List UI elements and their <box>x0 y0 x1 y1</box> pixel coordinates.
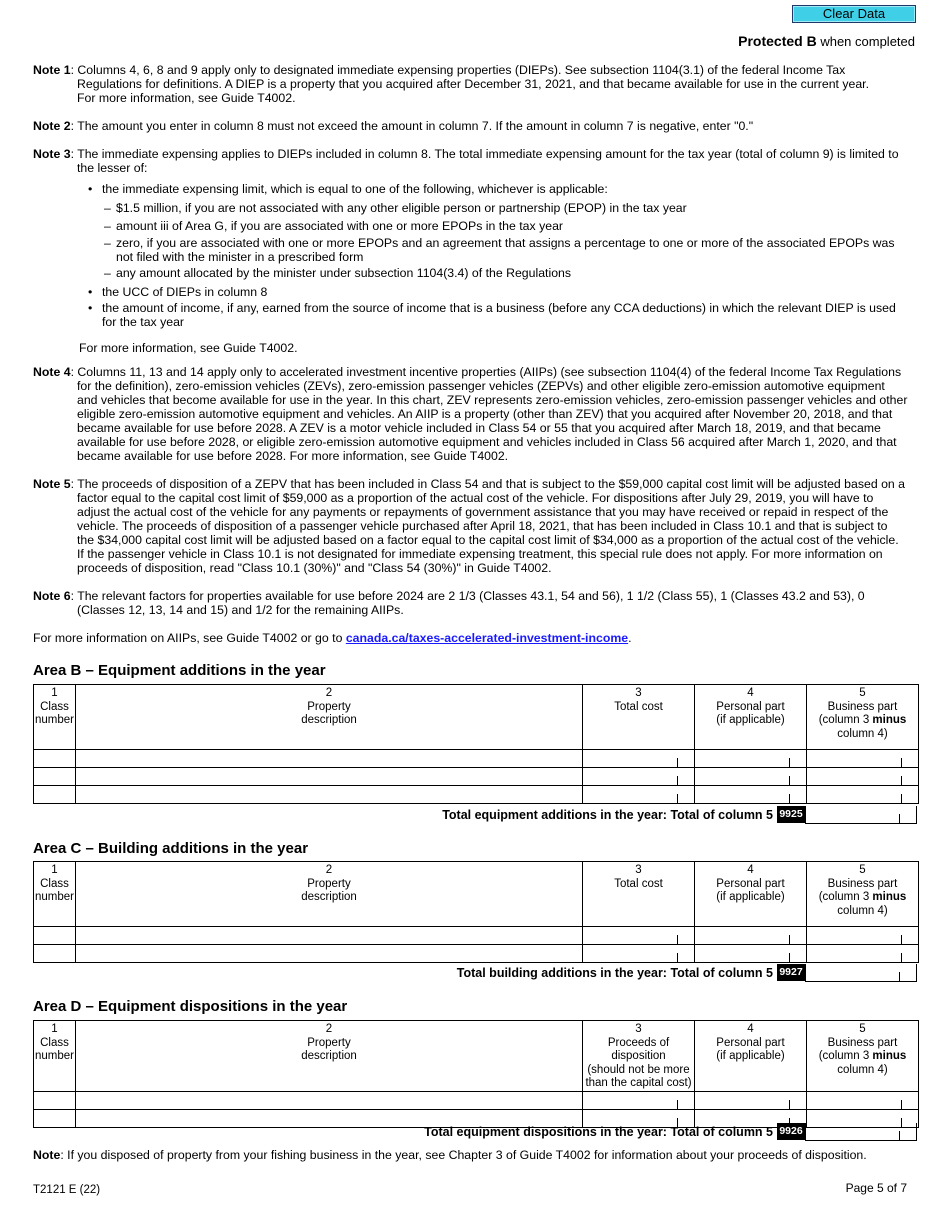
business-part-input[interactable] <box>807 750 919 768</box>
table-header-row <box>34 685 919 750</box>
total-cost-input[interactable] <box>583 945 695 963</box>
proceeds-input[interactable] <box>583 1091 695 1109</box>
property-description-input[interactable] <box>76 945 583 963</box>
note-5-line: proceeds of disposition, read "Class 10.1 (30%)" and "Class 54 (30%)" in Guide T4002. <box>77 561 552 575</box>
note-6-line: : The relevant factors for properties available for use before 2024 are 2 1/3 (Classes 43.1, 54 and 56), 1 1/2 (Class 55), 1 (Classes 43.2 and 53), 0 <box>70 589 865 603</box>
property-description-input[interactable] <box>76 786 583 804</box>
note-5-line: If the passenger vehicle in Class 10.1 is not designated for immediate expensing treatment, this special rule does not apply. For more information on <box>77 547 883 561</box>
business-part-input[interactable] <box>807 768 919 786</box>
note-5-label: Note 5 <box>33 477 71 491</box>
property-description-input[interactable] <box>76 927 583 945</box>
note-4-line: for the definition), zero-emission vehicles (ZEVs), zero-emission passenger vehicles (ZEPVs) and other eligible zero-emission automotive equipment <box>77 379 885 393</box>
area-d-table <box>33 1020 919 1128</box>
area-d-title: Area D – Equipment dispositions in the year <box>33 998 348 1015</box>
col-personal-part: 4 Personal part (if applicable) <box>695 862 807 927</box>
aiip-text: For more information on AIIPs, see Guide T4002 or go to <box>33 631 346 645</box>
page-number: Page 5 of 7 <box>845 1181 907 1195</box>
personal-part-input[interactable] <box>695 768 807 786</box>
note-5 <box>33 477 923 575</box>
class-number-input[interactable] <box>34 945 76 963</box>
class-number-input[interactable] <box>34 927 76 945</box>
note-3-more-info: For more information, see Guide T4002. <box>79 341 298 355</box>
note-3-bullet-2: • the UCC of DIEPs in column 8 <box>88 285 268 299</box>
bullet-text-cont: for the tax year <box>102 315 185 329</box>
bullet-text: the amount of income, if any, earned from the source of income that is a business (before any CCA deductions) in which the relevant DIEP is used <box>102 301 896 315</box>
col-property-description: 2 Property description <box>76 1021 583 1092</box>
area-d-line-code: 9926 <box>777 1123 805 1140</box>
note-6-label: Note 6 <box>33 589 71 603</box>
table-row <box>34 945 919 963</box>
table-header-row <box>34 1021 919 1092</box>
note-3-dash-3: – zero, if you are associated with one or more EPOPs and an agreement that assigns a percentage to one or more of the associated EPOPs was not filed with the minister in a prescribed form <box>104 236 895 264</box>
note-2-text: : The amount you enter in column 8 must not exceed the amount in column 7. If the amount in column 7 is negative, enter "0." <box>70 119 754 133</box>
note-3-bullet-1: • the immediate expensing limit, which is equal to one of the following, whichever is applicable: <box>88 182 608 196</box>
area-c-total-row <box>33 964 918 982</box>
class-number-input[interactable] <box>34 786 76 804</box>
dash-text: $1.5 million, if you are not associated with any other eligible person or partnership (EPOP) in the tax year <box>116 201 687 215</box>
col-personal-part: 4 Personal part (if applicable) <box>695 1021 807 1092</box>
note-2-label: Note 2 <box>33 119 71 133</box>
note-3-bullet-3: • the amount of income, if any, earned from the source of income that is a business (before any CCA deductions) in which the relevant DIEP is used for the tax year <box>88 301 896 329</box>
note-1-text-3: For more information, see Guide T4002. <box>77 91 296 105</box>
col-total-cost: 3 Total cost <box>583 685 695 750</box>
table-header-row <box>34 862 919 927</box>
protected-suffix: when completed <box>816 34 915 49</box>
dash-text: any amount allocated by the minister under subsection 1104(3.4) of the Regulations <box>116 266 572 280</box>
bottom-note-text: : If you disposed of property from your fishing business in the year, see Chapter 3 of Guide T4002 for information about your proceeds of disposition. <box>60 1148 867 1162</box>
col-business-part: 5 Business part (column 3 minus column 4) <box>807 1021 919 1092</box>
note-4-line: became available for use before 2028. For more information, see Guide T4002. <box>77 449 509 463</box>
protected-status <box>738 34 915 49</box>
area-d-total-field[interactable] <box>805 1123 917 1141</box>
dash-text: amount iii of Area G, if you are associated with one or more EPOPs in the tax year <box>116 219 564 233</box>
col-property-description: 2 Property description <box>76 685 583 750</box>
note-4-label: Note 4 <box>33 365 71 379</box>
col-proceeds-of-disposition: 3 Proceeds of disposition (should not be more than the capital cost) <box>583 1021 695 1092</box>
area-d-total-row <box>33 1123 918 1141</box>
note-2 <box>33 119 918 133</box>
class-number-input[interactable] <box>34 750 76 768</box>
property-description-input[interactable] <box>76 768 583 786</box>
property-description-input[interactable] <box>76 1091 583 1109</box>
note-3-text: : The immediate expensing applies to DIEPs included in column 8. The total immediate expensing amount for the tax year (total of column 9) is limited to <box>70 147 899 161</box>
property-description-input[interactable] <box>76 750 583 768</box>
note-4 <box>33 365 923 463</box>
col-business-part: 5 Business part (column 3 minus column 4) <box>807 862 919 927</box>
note-5-line: : The proceeds of disposition of a ZEPV that has been included in Class 54 and that is subject to the $59,000 capital cost limit will be adjusted based on a <box>70 477 906 491</box>
protected-level: Protected B <box>738 33 817 49</box>
col-class-number: 1 Class number <box>34 1021 76 1092</box>
col-property-description: 2 Property description <box>76 862 583 927</box>
area-c-total-label: Total building additions in the year: Total of column 5 <box>456 966 773 980</box>
note-4-line: : Columns 11, 13 and 14 apply only to accelerated investment incentive properties (AIIPs) (see subsection 1104(4) of the federal Income Tax Regulations <box>70 365 902 379</box>
note-3-label: Note 3 <box>33 147 71 161</box>
area-d-total-label: Total equipment dispositions in the year: Total of column 5 <box>424 1125 773 1139</box>
note-3 <box>33 147 918 175</box>
col-class-number: 1 Class number <box>34 685 76 750</box>
bottom-note-label: Note <box>33 1148 61 1162</box>
area-b-total-field[interactable] <box>805 806 917 824</box>
note-1-label: Note 1 <box>33 63 71 77</box>
total-cost-input[interactable] <box>583 786 695 804</box>
table-row <box>34 927 919 945</box>
class-number-input[interactable] <box>34 768 76 786</box>
area-b-total-label: Total equipment additions in the year: Total of column 5 <box>442 808 773 822</box>
area-c-table <box>33 861 919 963</box>
table-row <box>34 768 919 786</box>
total-cost-input[interactable] <box>583 768 695 786</box>
aiip-period: . <box>628 631 632 645</box>
class-number-input[interactable] <box>34 1091 76 1109</box>
note-3-dash-2: – amount iii of Area G, if you are associated with one or more EPOPs in the tax year <box>104 219 564 233</box>
table-row <box>34 750 919 768</box>
note-5-line: factor equal to the capital cost limit of $59,000 as a proportion of the actual cost of the vehicle. For dispositions after July 29, 2019, you will have to <box>77 491 874 505</box>
note-3-dash-1: – $1.5 million, if you are not associated with any other eligible person or partnership (EPOP) in the tax year <box>104 201 687 215</box>
aiip-link[interactable]: canada.ca/taxes-accelerated-investment-income <box>345 631 629 645</box>
personal-part-input[interactable] <box>695 945 807 963</box>
business-part-input[interactable] <box>807 927 919 945</box>
total-cost-input[interactable] <box>583 927 695 945</box>
note-6-line: (Classes 12, 13, 14 and 15) and 1/2 for the remaining AIIPs. <box>77 603 404 617</box>
personal-part-input[interactable] <box>695 1091 807 1109</box>
note-1-text-2: Regulations for definitions. A DIEP is a property that you acquired after December 31, 2021, and that became available for use in the current year. <box>77 77 870 91</box>
note-4-line: available for use before 2028, or eligible zero-emission automotive equipment and vehicles included in Class 56 acquired after March 1, 2020, and that <box>77 435 897 449</box>
note-3-dash-4: – any amount allocated by the minister under subsection 1104(3.4) of the Regulations <box>104 266 572 280</box>
note-5-line: adjust the actual cost of the vehicle for any payments or repayments of government assistance that you may have received or repaid in respect of the <box>77 505 889 519</box>
note-1-text: : Columns 4, 6, 8 and 9 apply only to designated immediate expensing properties (DIEPs). See subsection 1104(3.1) of the federal Income Tax <box>70 63 846 77</box>
total-cost-input[interactable] <box>583 750 695 768</box>
area-b-table <box>33 684 919 804</box>
area-c-line-code: 9927 <box>777 964 805 981</box>
col-personal-part: 4 Personal part (if applicable) <box>695 685 807 750</box>
personal-part-input[interactable] <box>695 786 807 804</box>
dash-text-cont: not filed with the minister in a prescribed form <box>116 250 364 264</box>
note-6 <box>33 589 918 617</box>
note-4-line: eligible zero-emission automotive equipment and vehicles. An AIIP is a property (other than ZEV) that you acquired after November 20, 2018, and that <box>77 407 893 421</box>
business-part-input[interactable] <box>807 786 919 804</box>
note-3-text-2: the lesser of: <box>77 161 148 175</box>
note-1 <box>33 63 918 105</box>
col-class-number: 1 Class number <box>34 862 76 927</box>
business-part-input[interactable] <box>807 1091 919 1109</box>
dash-text: zero, if you are associated with one or more EPOPs and an agreement that assigns a percentage to one or more of the associated EPOPs was <box>116 236 895 250</box>
personal-part-input[interactable] <box>695 750 807 768</box>
col-total-cost: 3 Total cost <box>583 862 695 927</box>
form-identifier: T2121 E (22) <box>33 1184 101 1196</box>
col-business-part: 5 Business part (column 3 minus column 4) <box>807 685 919 750</box>
aiip-info <box>33 631 632 645</box>
business-part-input[interactable] <box>807 945 919 963</box>
area-c-total-field[interactable] <box>805 964 917 982</box>
note-5-line: the $34,000 capital cost limit will be adjusted based on a factor equal to the capital cost limit of $34,000 as a proportion of the actual cost of the vehicle. <box>77 533 899 547</box>
area-b-line-code: 9925 <box>777 806 805 823</box>
note-4-line: became available for use before 2028. A ZEV is a motor vehicle included in Class 54 or 55 that you acquired after March 18, 2019, and that became <box>77 421 881 435</box>
table-row <box>34 786 919 804</box>
area-b-title: Area B – Equipment additions in the year <box>33 662 326 679</box>
bottom-note <box>33 1148 918 1162</box>
note-4-line: and vehicles that become available for use in the year. In this chart, ZEV represents zero-emission vehicles, zero-emission passenger vehicles and other <box>77 393 908 407</box>
note-5-line: vehicle. The proceeds of disposition of a passenger vehicle purchased after April 18, 2021, that has been included in Class 10.1 and that is subject to <box>77 519 888 533</box>
personal-part-input[interactable] <box>695 927 807 945</box>
table-row <box>34 1091 919 1109</box>
area-c-title: Area C – Building additions in the year <box>33 840 309 857</box>
clear-data-button[interactable]: Clear Data <box>792 5 916 23</box>
area-b-total-row <box>33 806 918 824</box>
bullet-text: the UCC of DIEPs in column 8 <box>102 285 268 299</box>
bullet-text: the immediate expensing limit, which is equal to one of the following, whichever is applicable: <box>102 182 608 196</box>
